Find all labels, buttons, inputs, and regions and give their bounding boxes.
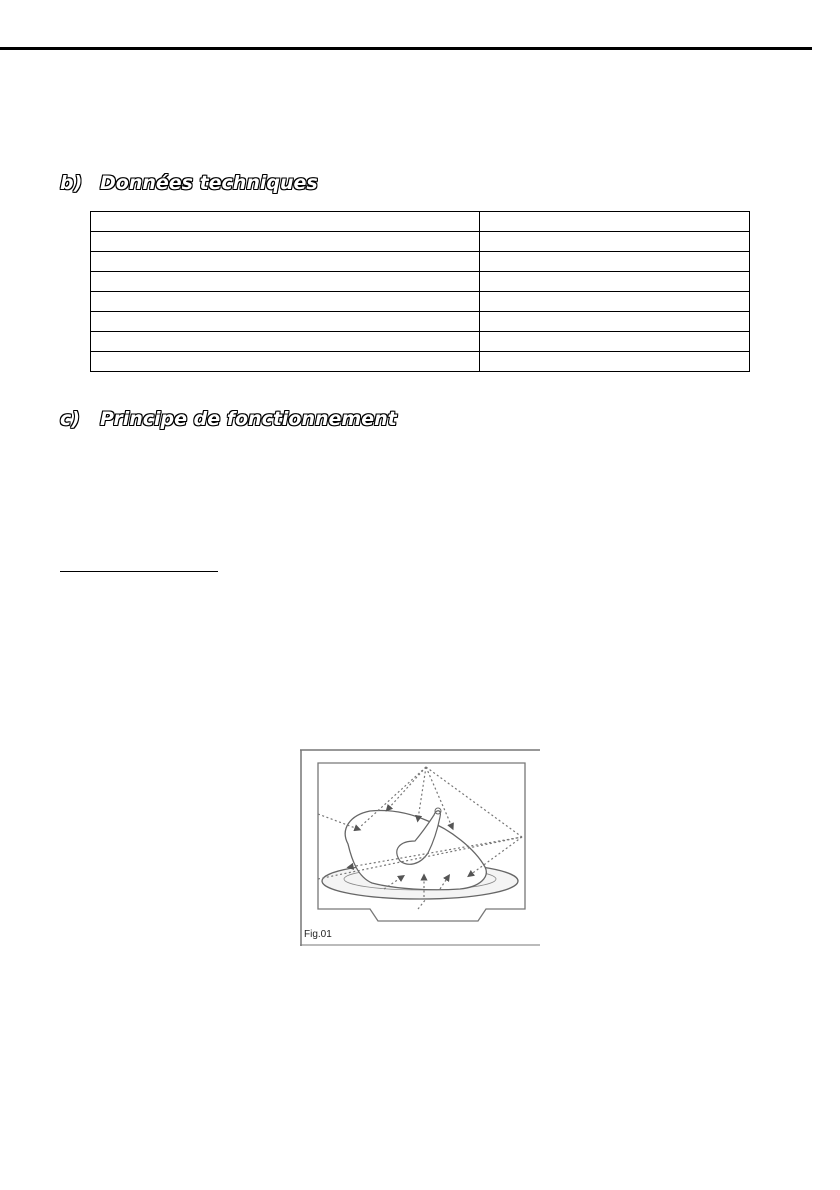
- table-row: [91, 312, 750, 332]
- table-row: [91, 252, 750, 272]
- microwave-illustration: [300, 749, 540, 946]
- table-row: [91, 332, 750, 352]
- table-row: [91, 292, 750, 312]
- table-row: [91, 272, 750, 292]
- section-heading-b: [60, 172, 318, 194]
- section-title: Principe de fonctionnement: [100, 408, 397, 430]
- table-cell: [91, 292, 480, 312]
- top-rule: [0, 47, 812, 50]
- table-cell: [91, 332, 480, 352]
- table-cell: [91, 232, 480, 252]
- technical-data-table: [90, 211, 750, 372]
- table-cell: [480, 332, 750, 352]
- table-row: [91, 352, 750, 372]
- table-cell: [480, 352, 750, 372]
- table-cell: [480, 232, 750, 252]
- table-cell: [480, 212, 750, 232]
- underline-rule: [60, 571, 218, 572]
- table-cell: [91, 352, 480, 372]
- table-cell: [480, 252, 750, 272]
- table-row: [91, 232, 750, 252]
- table-cell: [480, 292, 750, 312]
- figure-label: Fig.01: [304, 929, 332, 940]
- table-cell: [480, 312, 750, 332]
- section-title: Données techniques: [100, 172, 318, 194]
- figure-microwave-heating: [300, 749, 540, 946]
- table-cell: [480, 272, 750, 292]
- table-cell: [91, 212, 480, 232]
- table-cell: [91, 272, 480, 292]
- table-cell: [91, 312, 480, 332]
- section-heading-c: [60, 408, 397, 430]
- section-number: b): [60, 172, 83, 194]
- table-row: [91, 212, 750, 232]
- table-cell: [91, 252, 480, 272]
- section-number: c): [60, 408, 80, 430]
